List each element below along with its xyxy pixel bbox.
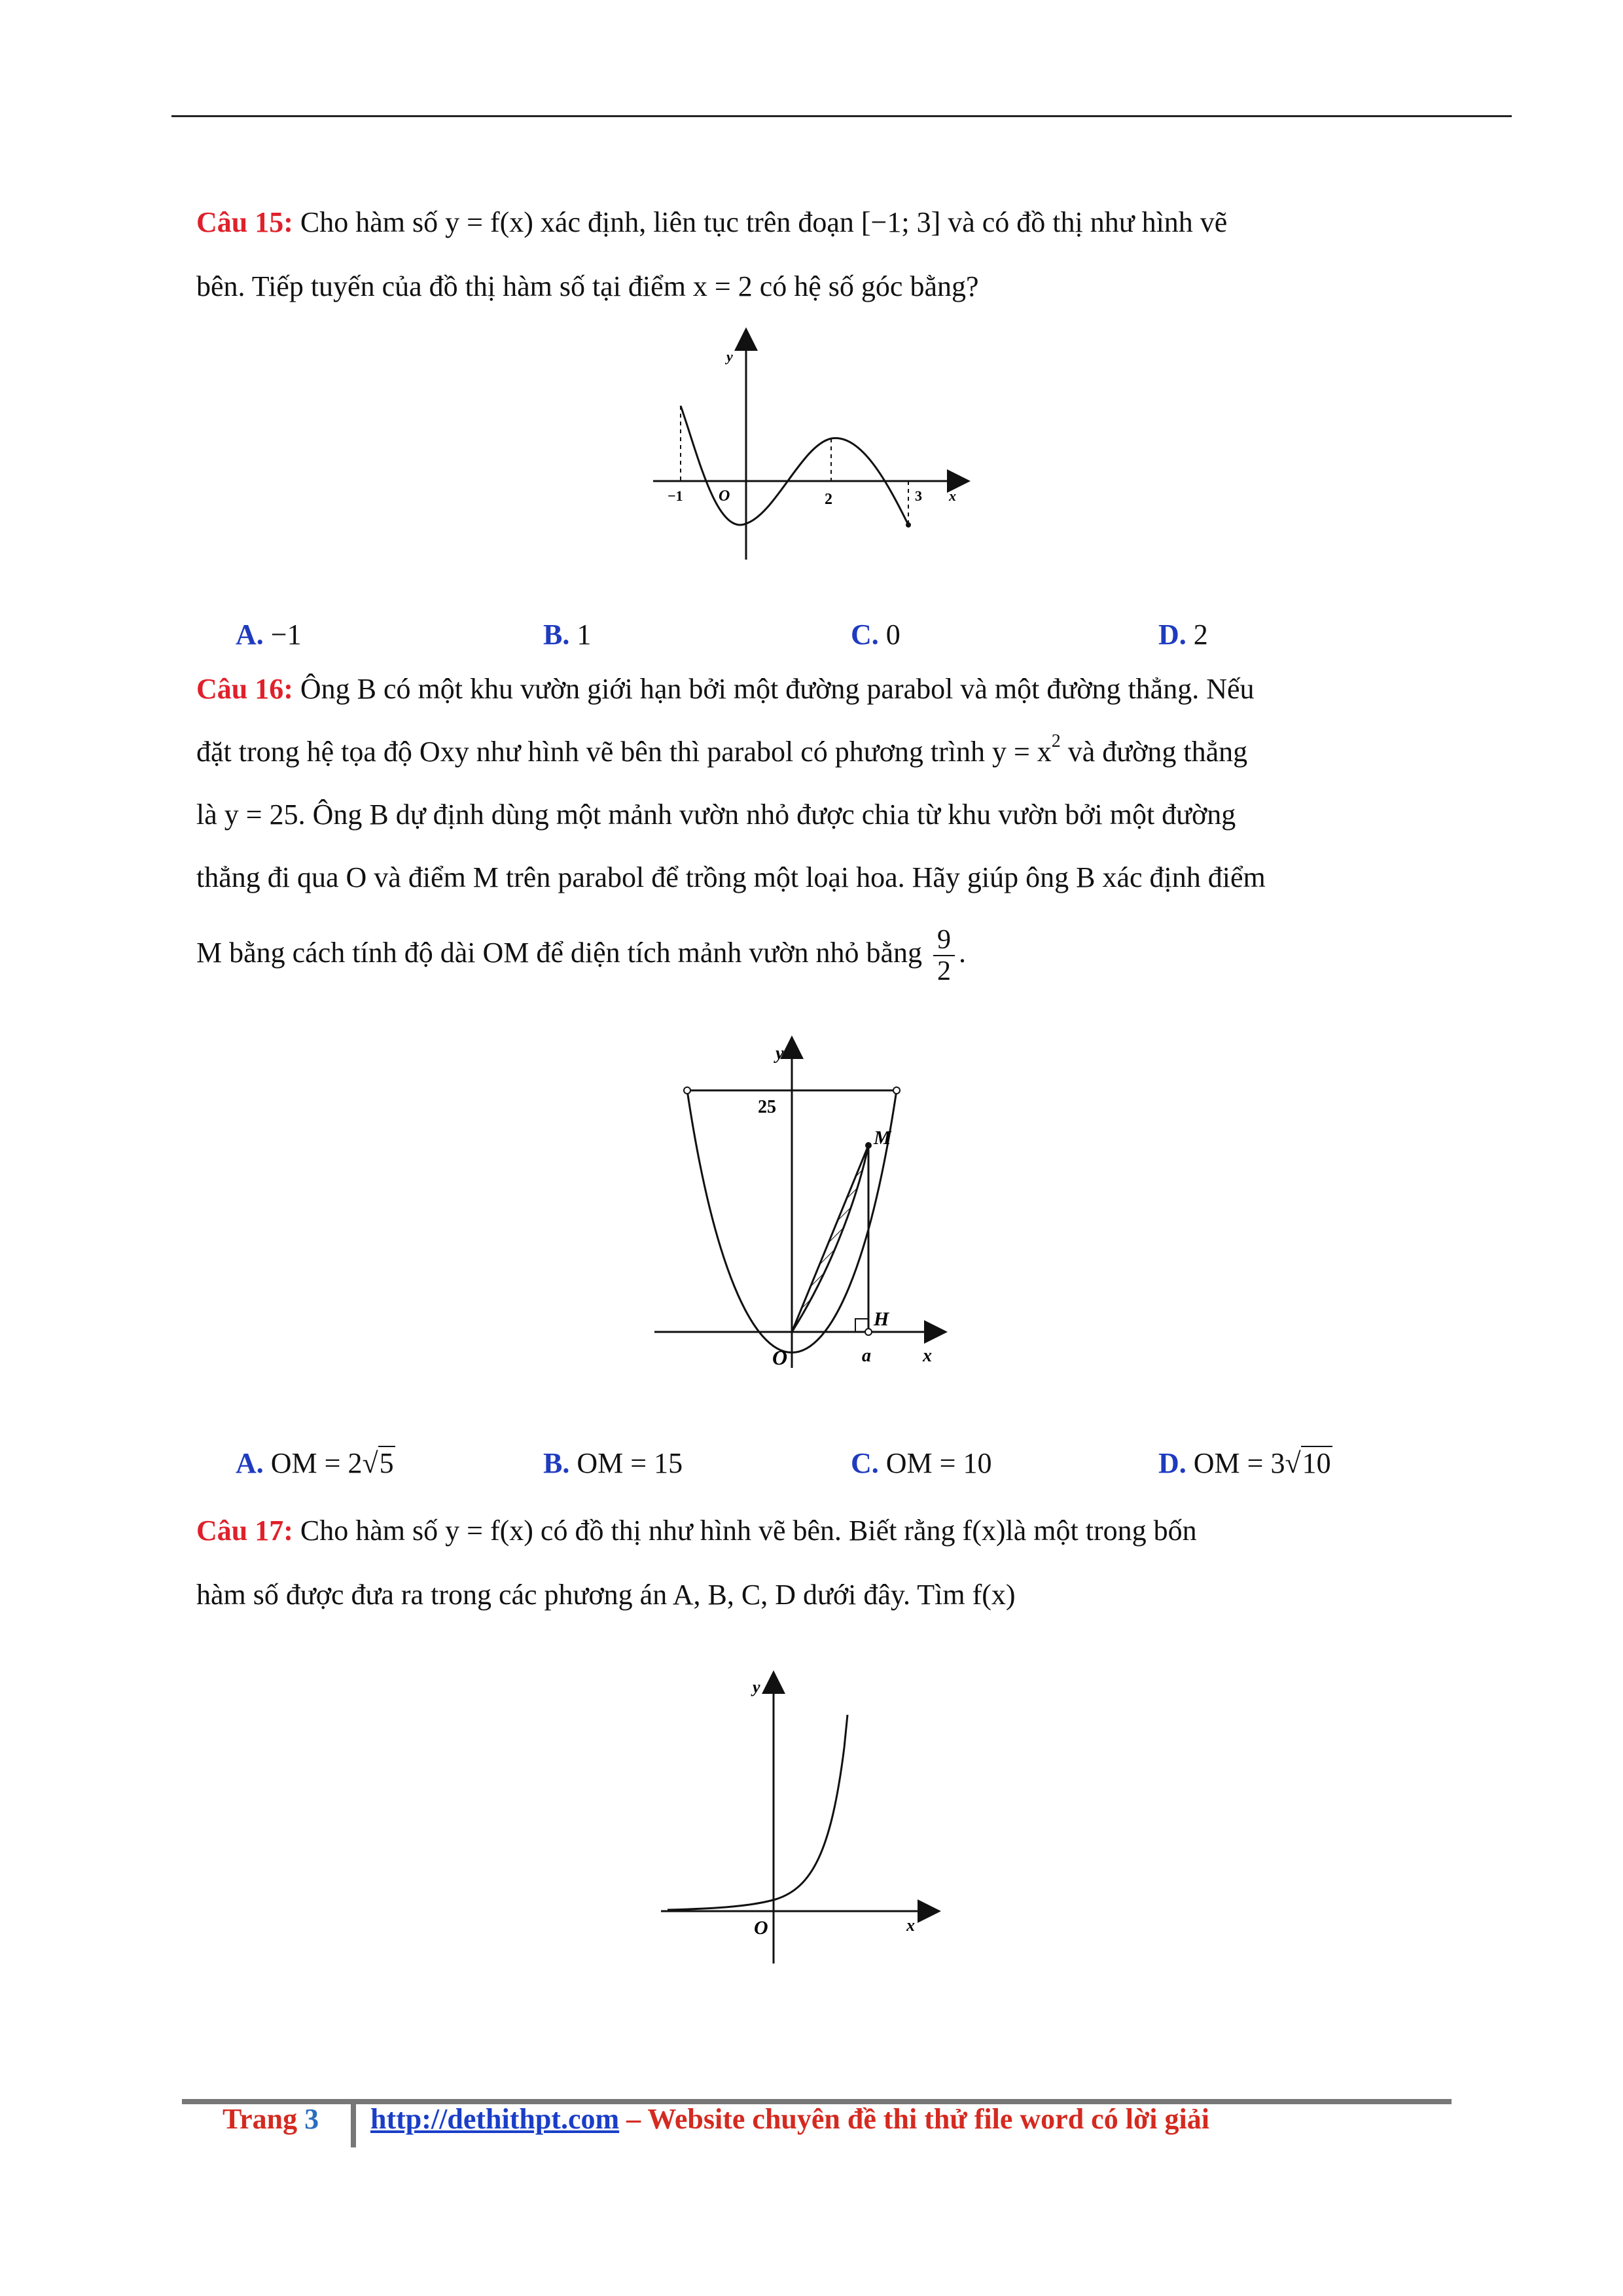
tick-label: −1 <box>668 488 683 504</box>
question-label: Câu 16: <box>196 673 293 705</box>
website-link[interactable]: http://dethithpt.com <box>370 2103 620 2135</box>
point-equation: x = 2 <box>692 270 753 302</box>
option-a[interactable]: A. OM = 2√5 <box>236 1447 394 1479</box>
endpoint <box>684 1087 690 1094</box>
question-text: và đường thẳng <box>1067 736 1248 768</box>
fraction-nine-halves: $\frac{9}{2}$ <box>933 925 955 986</box>
y-label: y <box>776 1043 784 1064</box>
option-a[interactable]: A. −1 <box>236 619 302 651</box>
interval: [−1; 3] <box>861 206 941 238</box>
tick-label: 2 <box>825 491 832 508</box>
origin-label: O <box>754 1917 768 1939</box>
h-label: H <box>874 1308 889 1330</box>
question-text: Cho hàm số <box>300 1515 438 1547</box>
question-16 <box>196 657 1427 721</box>
m-label: M <box>874 1127 891 1149</box>
sqrt: √5 <box>362 1447 394 1479</box>
option-b[interactable]: B. 1 <box>543 619 592 651</box>
tick-label: 3 <box>915 488 922 504</box>
question-text: . Ông B dự định dùng một mảnh vườn nhỏ được chia từ khu vườn bởi một đường <box>298 798 1236 831</box>
question-text: Cho hàm số <box>300 206 438 238</box>
question-text: là một trong bốn <box>1005 1515 1197 1547</box>
page-number: Trang 3 <box>223 2103 319 2135</box>
q16-options <box>236 1446 1440 1486</box>
sqrt: √10 <box>1285 1447 1331 1479</box>
question-text: Ông B có một khu vườn giới hạn bởi một đường parabol và một đường thẳng. Nếu <box>300 673 1255 705</box>
question-text: là <box>196 798 217 831</box>
question-text: đặt trong hệ tọa độ Oxy như hình vẽ bên thì parabol có phương trình <box>196 736 985 768</box>
function-equation: y = f(x) <box>445 1515 533 1547</box>
question-15-line2 <box>196 255 1427 319</box>
question-16-line2 <box>196 720 1427 784</box>
origin-label: O <box>772 1346 788 1369</box>
exponential-curve <box>668 1715 847 1910</box>
question-text: và có đồ thị như hình vẽ <box>948 206 1228 238</box>
question-15 <box>196 190 1427 255</box>
question-text: M bằng cách tính độ dài OM để diện tích mảnh vườn nhỏ bằng <box>196 937 923 969</box>
option-c[interactable]: C. 0 <box>851 619 901 651</box>
question-17 <box>196 1499 1427 1563</box>
question-16-line5: M bằng cách tính độ dài OM để diện tích mảnh vườn nhỏ bằng $\frac{9}{2}$ . <box>196 924 967 986</box>
question-text: xác định, liên tục trên đoạn <box>540 206 854 238</box>
function-curve <box>681 406 908 525</box>
footer-divider <box>351 2104 356 2147</box>
question-text: bên. Tiếp tuyến của đồ thị hàm số tại điểm <box>196 270 686 302</box>
q15-graph <box>641 327 975 569</box>
x-label: x <box>923 1346 932 1366</box>
option-b[interactable]: B. OM = 15 <box>543 1447 683 1479</box>
parabola-equation: $y = x^2$ <box>991 731 1061 768</box>
option-d[interactable]: D. 2 <box>1158 619 1208 651</box>
endpoint <box>893 1087 900 1094</box>
line-equation: y = 25 <box>224 798 298 831</box>
q16-graph <box>648 1034 949 1388</box>
origin-label: O <box>719 488 730 505</box>
q17-graph <box>654 1669 942 1970</box>
point-m <box>865 1142 872 1149</box>
a-label: a <box>862 1346 871 1366</box>
endpoint <box>906 522 911 528</box>
function-equation: y = f(x) <box>445 206 533 238</box>
question-16-line3 <box>196 783 1427 847</box>
footer-tagline: – Website chuyên đề thi thử file word có lời giải <box>619 2103 1209 2135</box>
hatched-region <box>792 1145 868 1332</box>
x-label: x <box>906 1916 915 1935</box>
question-16-line4 <box>196 846 1427 910</box>
question-label: Câu 17: <box>196 1515 293 1547</box>
function-name: f(x) <box>972 1579 1016 1611</box>
question-text: có hệ số góc bằng? <box>759 270 979 302</box>
point-a <box>865 1329 872 1335</box>
x-label: x <box>949 488 956 504</box>
tick-label: 25 <box>758 1097 776 1117</box>
footer-text <box>370 2102 1209 2148</box>
question-text: hàm số được đưa ra trong các phương án A, B, C, D dưới đây. Tìm <box>196 1579 965 1611</box>
y-label: y <box>726 348 733 365</box>
q15-options <box>236 618 1440 657</box>
question-label: Câu 15: <box>196 206 293 238</box>
function-name: f(x) <box>962 1515 1006 1547</box>
option-d[interactable]: D. OM = 3√10 <box>1158 1447 1331 1479</box>
header-rule <box>171 115 1512 117</box>
question-17-line2 <box>196 1563 1427 1627</box>
question-text: thẳng đi qua O và điểm M trên parabol để trồng một loại hoa. Hãy giúp ông B xác định điểm <box>196 861 1266 893</box>
option-c[interactable]: C. OM = 10 <box>851 1447 992 1479</box>
question-text: có đồ thị như hình vẽ bên. Biết rằng <box>540 1515 955 1547</box>
y-label: y <box>753 1677 760 1696</box>
